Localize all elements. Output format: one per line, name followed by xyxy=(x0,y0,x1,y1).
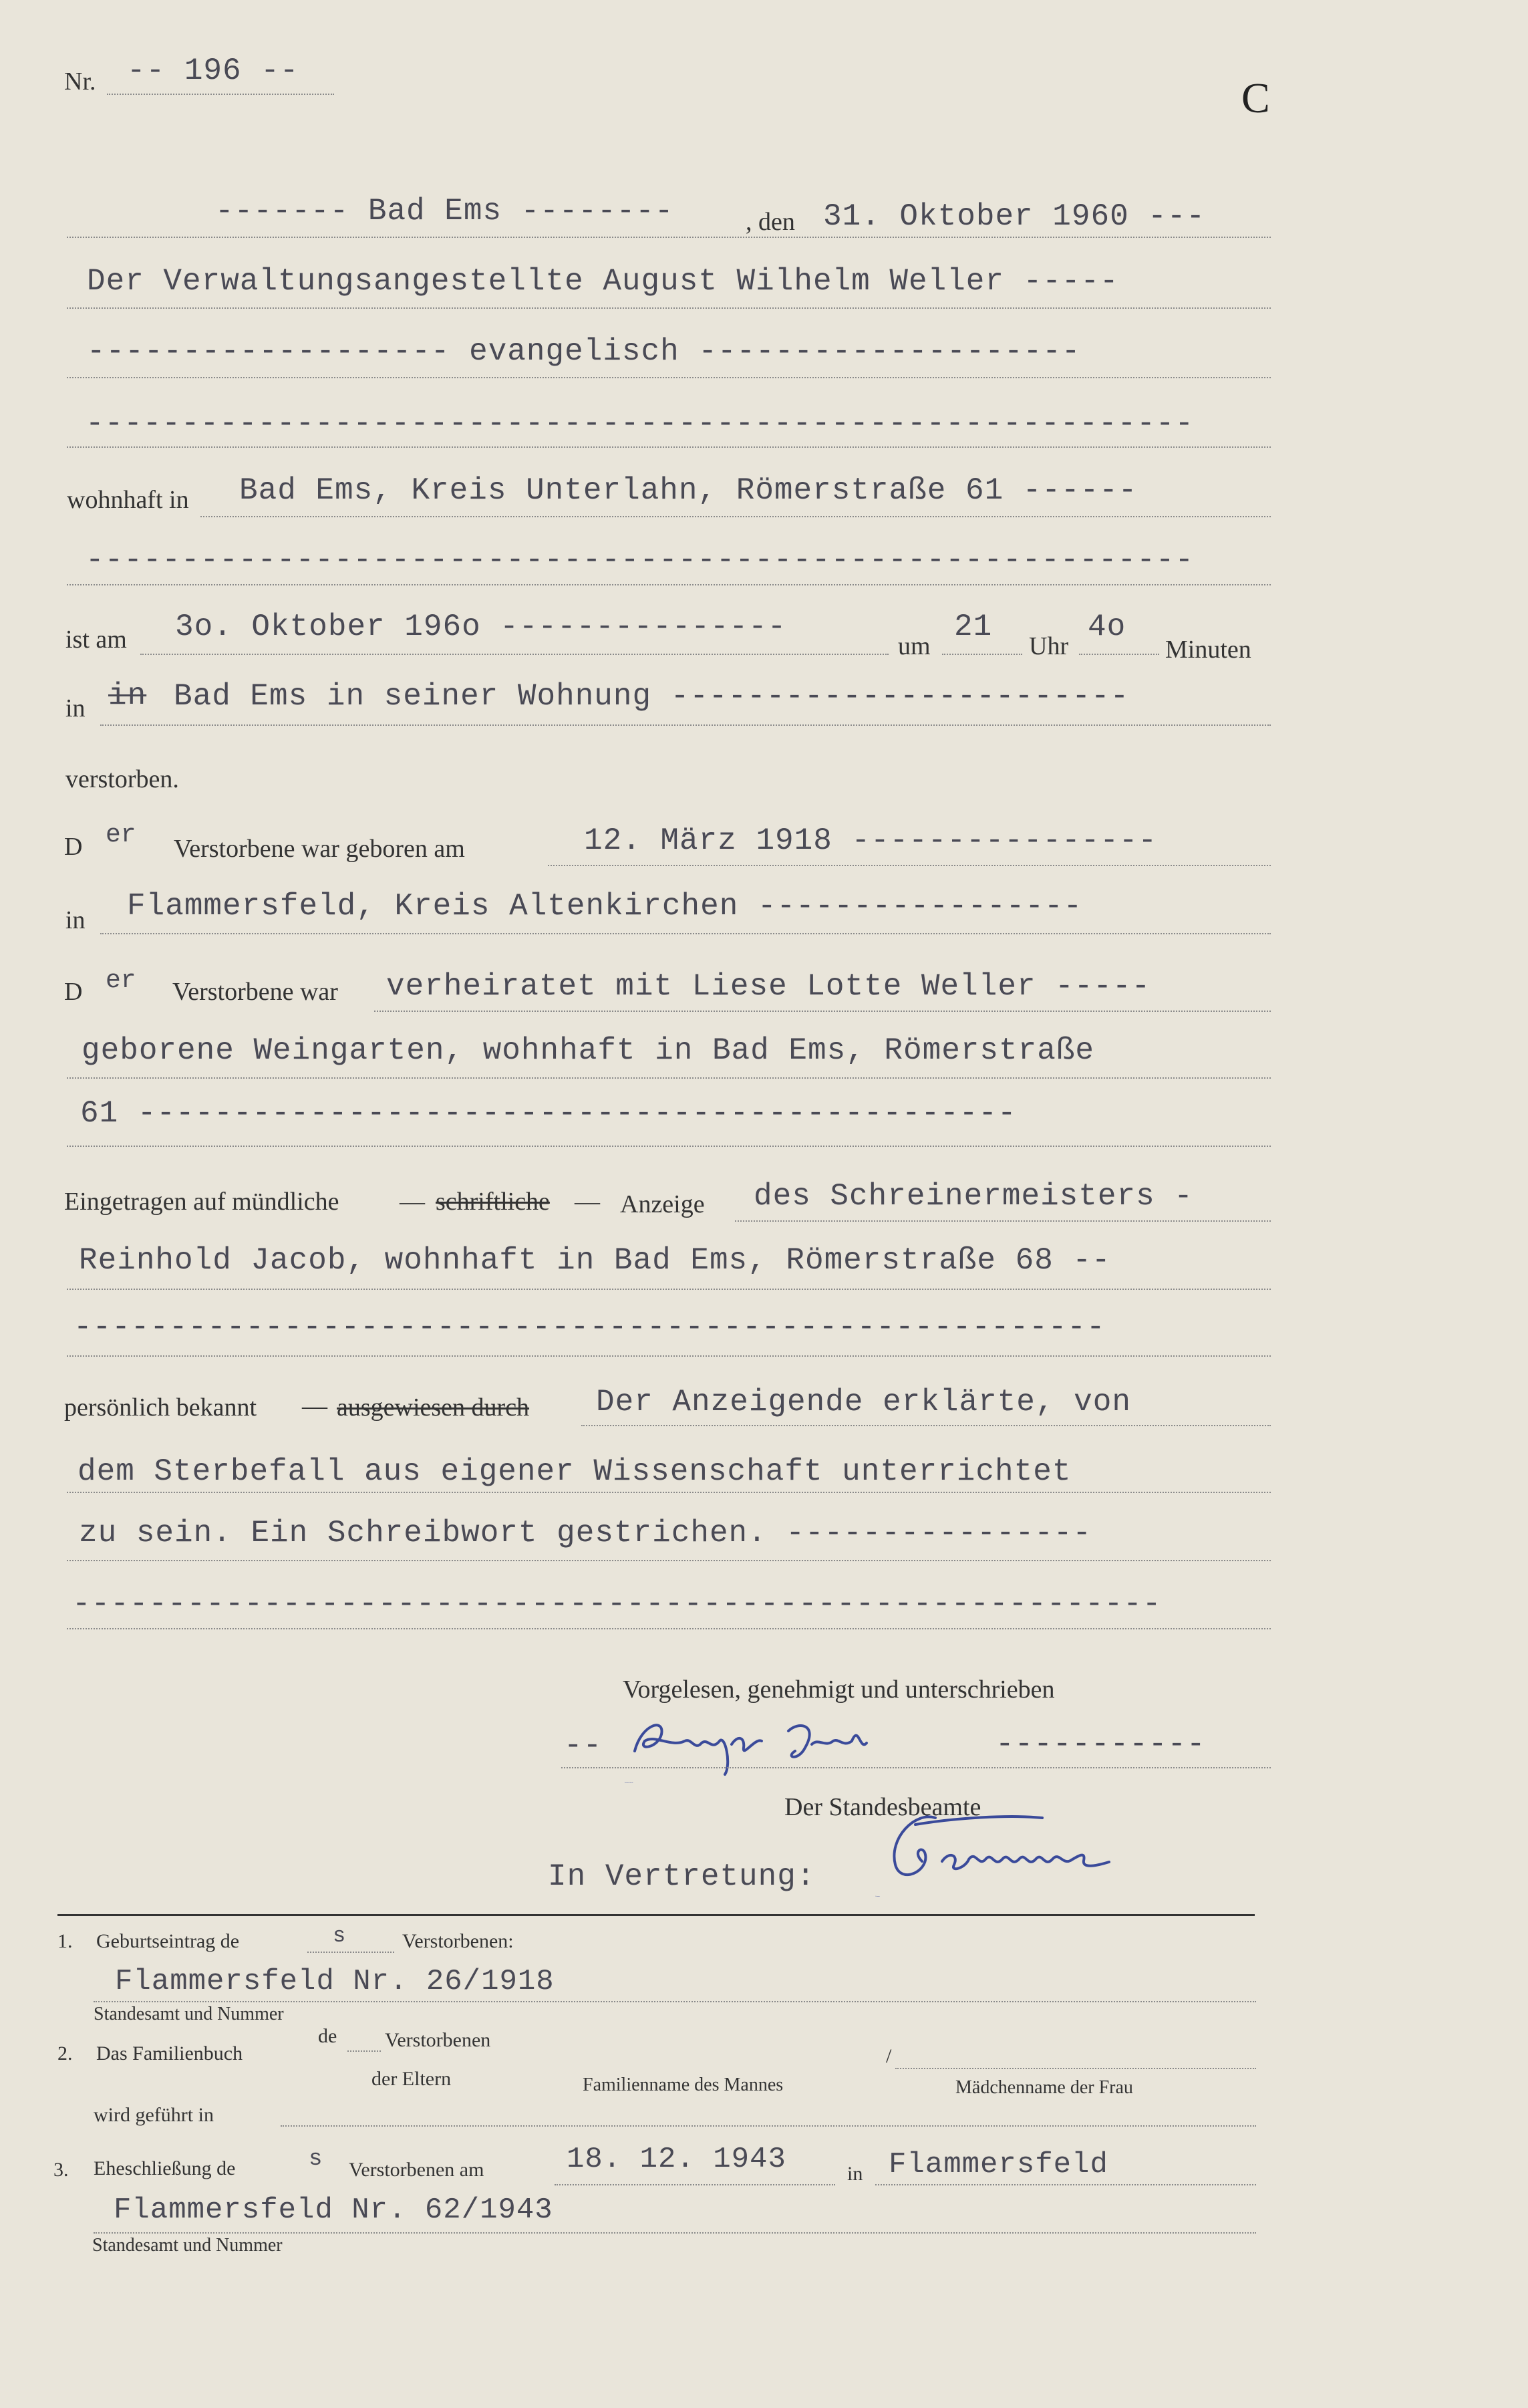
record-date: 31. Oktober 1960 --- xyxy=(823,199,1206,234)
informant-signature-text: Reinhold Jacob xyxy=(625,1782,633,1784)
item3-caption: Standesamt und Nummer xyxy=(92,2235,283,2256)
item1-label-b: Verstorbenen: xyxy=(402,1930,514,1952)
death-place-rule xyxy=(100,724,1271,726)
item1-label-a: Geburtseintrag de xyxy=(96,1930,240,1952)
item3-label-a: Eheschließung de xyxy=(94,2157,236,2179)
struck-ausgewiesen: ausgewiesen durch xyxy=(337,1393,530,1422)
registration-line-1-rule xyxy=(735,1220,1271,1222)
anzeige-label: Anzeige xyxy=(620,1190,705,1218)
registration-line-3-rule xyxy=(67,1355,1271,1357)
marriage-line-1-rule xyxy=(374,1011,1271,1012)
person-line-1: Der Verwaltungsangestellte August Wilhelm Weller ----- xyxy=(87,264,1119,299)
informant-signature xyxy=(625,1711,932,1784)
wohnhaft-label: wohnhaft in xyxy=(67,486,189,514)
death-date: 3o. Oktober 196o --------------- xyxy=(175,610,787,644)
struck-in: in xyxy=(108,678,147,713)
den-label: , den xyxy=(746,208,795,236)
item3-value-rule xyxy=(94,2232,1256,2234)
item2-gefuehrt-rule xyxy=(281,2125,1256,2127)
item3-date-rule xyxy=(555,2184,835,2185)
birth-place: Flammersfeld, Kreis Altenkirchen ----------------- xyxy=(127,889,1083,924)
verstorben-label: verstorben. xyxy=(65,765,179,793)
bekannt-label: persönlich bekannt xyxy=(64,1393,257,1422)
uhr-label: Uhr xyxy=(1029,632,1069,660)
identity-line-3-rule xyxy=(67,1560,1271,1561)
death-hour: 21 xyxy=(954,610,993,644)
dash-1: — xyxy=(400,1188,425,1216)
hour-rule xyxy=(942,654,1022,655)
official-signature xyxy=(875,1798,1223,1898)
item2-de-rule xyxy=(347,2050,381,2052)
dash-3: — xyxy=(302,1392,327,1420)
death-date-rule xyxy=(140,654,889,655)
death-place: Bad Ems in seiner Wohnung ------------------------ xyxy=(174,679,1130,714)
nr-line xyxy=(107,94,334,95)
eingetragen-label: Eingetragen auf mündliche xyxy=(64,1188,339,1216)
marriage-line-3: 61 ---------------------------------------------- xyxy=(80,1096,1017,1131)
record-number: -- 196 -- xyxy=(127,53,299,88)
item1-suffix: s xyxy=(333,1923,346,1948)
birth-d-label: D xyxy=(64,833,83,861)
identity-line-2: dem Sterbefall aus eigener Wissenschaft unterrichtet xyxy=(78,1454,1072,1489)
marriage-line-2: geborene Weingarten, wohnhaft in Bad Ems, Römerstraße xyxy=(82,1033,1095,1068)
person-line-3-rule xyxy=(67,446,1271,448)
birth-date: 12. März 1918 ---------------- xyxy=(584,823,1158,858)
minuten-label: Minuten xyxy=(1165,636,1251,664)
item2-frau: Mädchenname der Frau xyxy=(955,2077,1133,2098)
standesbeamte-label: Der Standesbeamte xyxy=(784,1793,981,1821)
nr-label: Nr. xyxy=(64,68,96,96)
dash-2: — xyxy=(575,1188,600,1216)
identity-line-1: Der Anzeigende erklärte, von xyxy=(596,1385,1131,1420)
item3-value: Flammersfeld Nr. 62/1943 xyxy=(114,2193,553,2227)
struck-schriftliche: schriftliche xyxy=(436,1188,550,1216)
registration-line-3: ------------------------------------------------------ xyxy=(73,1310,1106,1345)
death-minutes: 4o xyxy=(1088,610,1126,644)
birth-place-rule xyxy=(100,933,1271,934)
place: ------- Bad Ems -------- xyxy=(215,194,674,229)
marriage-er-suffix: er xyxy=(106,966,136,995)
vorgelesen-text: Vorgelesen, genehmigt und unterschrieben xyxy=(623,1676,1055,1704)
item3-num: 3. xyxy=(53,2159,69,2181)
item1-caption: Standesamt und Nummer xyxy=(94,2004,284,2024)
item2-verstorbenen: Verstorbenen xyxy=(385,2029,491,2051)
item2-num: 2. xyxy=(57,2042,73,2064)
identity-line-1-rule xyxy=(581,1425,1271,1426)
identity-line-2-rule xyxy=(67,1492,1271,1493)
residence-rule xyxy=(200,516,1271,517)
birth-in-label: in xyxy=(65,906,86,934)
identity-line-3: zu sein. Ein Schreibwort gestrichen. ---------------- xyxy=(79,1516,1092,1551)
ist-am-label: ist am xyxy=(65,626,127,654)
place-date-line xyxy=(67,237,1271,238)
signature-rule xyxy=(561,1767,1271,1768)
marriage-line-3-rule xyxy=(67,1146,1271,1147)
residence-line-2-rule xyxy=(67,584,1271,585)
marriage-line-1: verheiratet mit Liese Lotte Weller ----- xyxy=(386,969,1151,1004)
marriage-label: Verstorbene war xyxy=(172,978,338,1006)
item3-place: Flammersfeld xyxy=(889,2148,1108,2181)
minutes-rule xyxy=(1079,654,1159,655)
right-dashes: ----------- xyxy=(996,1727,1206,1762)
person-line-3: ---------------------------------------------------------- xyxy=(86,406,1195,441)
item3-label-b: Verstorbenen am xyxy=(349,2159,484,2181)
item2-de: de xyxy=(318,2025,337,2047)
identity-line-4: --------------------------------------------------------- xyxy=(72,1587,1162,1621)
marriage-line-2-rule xyxy=(67,1077,1271,1079)
in-vertretung: In Vertretung: xyxy=(548,1859,816,1894)
registration-line-2-rule xyxy=(67,1289,1271,1290)
item2-eltern: der Eltern xyxy=(371,2068,452,2090)
registration-line-1: des Schreinermeisters - xyxy=(754,1179,1193,1214)
birth-er-suffix: er xyxy=(106,821,136,849)
marriage-d-label: D xyxy=(64,978,83,1006)
identity-line-4-rule xyxy=(67,1628,1271,1629)
item2-gefuehrt: wird geführt in xyxy=(94,2104,214,2126)
item2-mann: Familienname des Mannes xyxy=(583,2075,784,2095)
official-signature-text: Gemmer xyxy=(875,1896,880,1897)
section-divider xyxy=(57,1914,1255,1916)
left-dashes: -- xyxy=(564,1728,603,1763)
form-letter: C xyxy=(1241,74,1270,122)
item1-value: Flammersfeld Nr. 26/1918 xyxy=(115,1965,555,1998)
birth-date-rule xyxy=(548,865,1271,866)
item2-frau-rule xyxy=(895,2068,1256,2069)
item2-label: Das Familienbuch xyxy=(96,2042,243,2064)
item1-suffix-rule xyxy=(307,1952,394,1953)
item1-value-rule xyxy=(94,2001,1256,2002)
item3-date: 18. 12. 1943 xyxy=(567,2143,786,2176)
person-line-2-rule xyxy=(67,377,1271,378)
item1-num: 1. xyxy=(57,1930,73,1952)
item2-slash: / xyxy=(886,2045,892,2067)
person-line-1-rule xyxy=(67,307,1271,309)
residence-line-2: ---------------------------------------------------------- xyxy=(86,543,1195,577)
um-label: um xyxy=(898,632,931,660)
item3-place-rule xyxy=(875,2184,1256,2185)
item3-in: in xyxy=(847,2163,863,2185)
person-line-2: ------------------- evangelisch -------------------- xyxy=(87,334,1081,369)
residence: Bad Ems, Kreis Unterlahn, Römerstraße 61 ------ xyxy=(239,473,1138,508)
item3-suffix: s xyxy=(309,2147,323,2172)
birth-label: Verstorbene war geboren am xyxy=(174,835,465,863)
in-label: in xyxy=(65,694,86,722)
registration-line-2: Reinhold Jacob, wohnhaft in Bad Ems, Römerstraße 68 -- xyxy=(79,1243,1111,1278)
